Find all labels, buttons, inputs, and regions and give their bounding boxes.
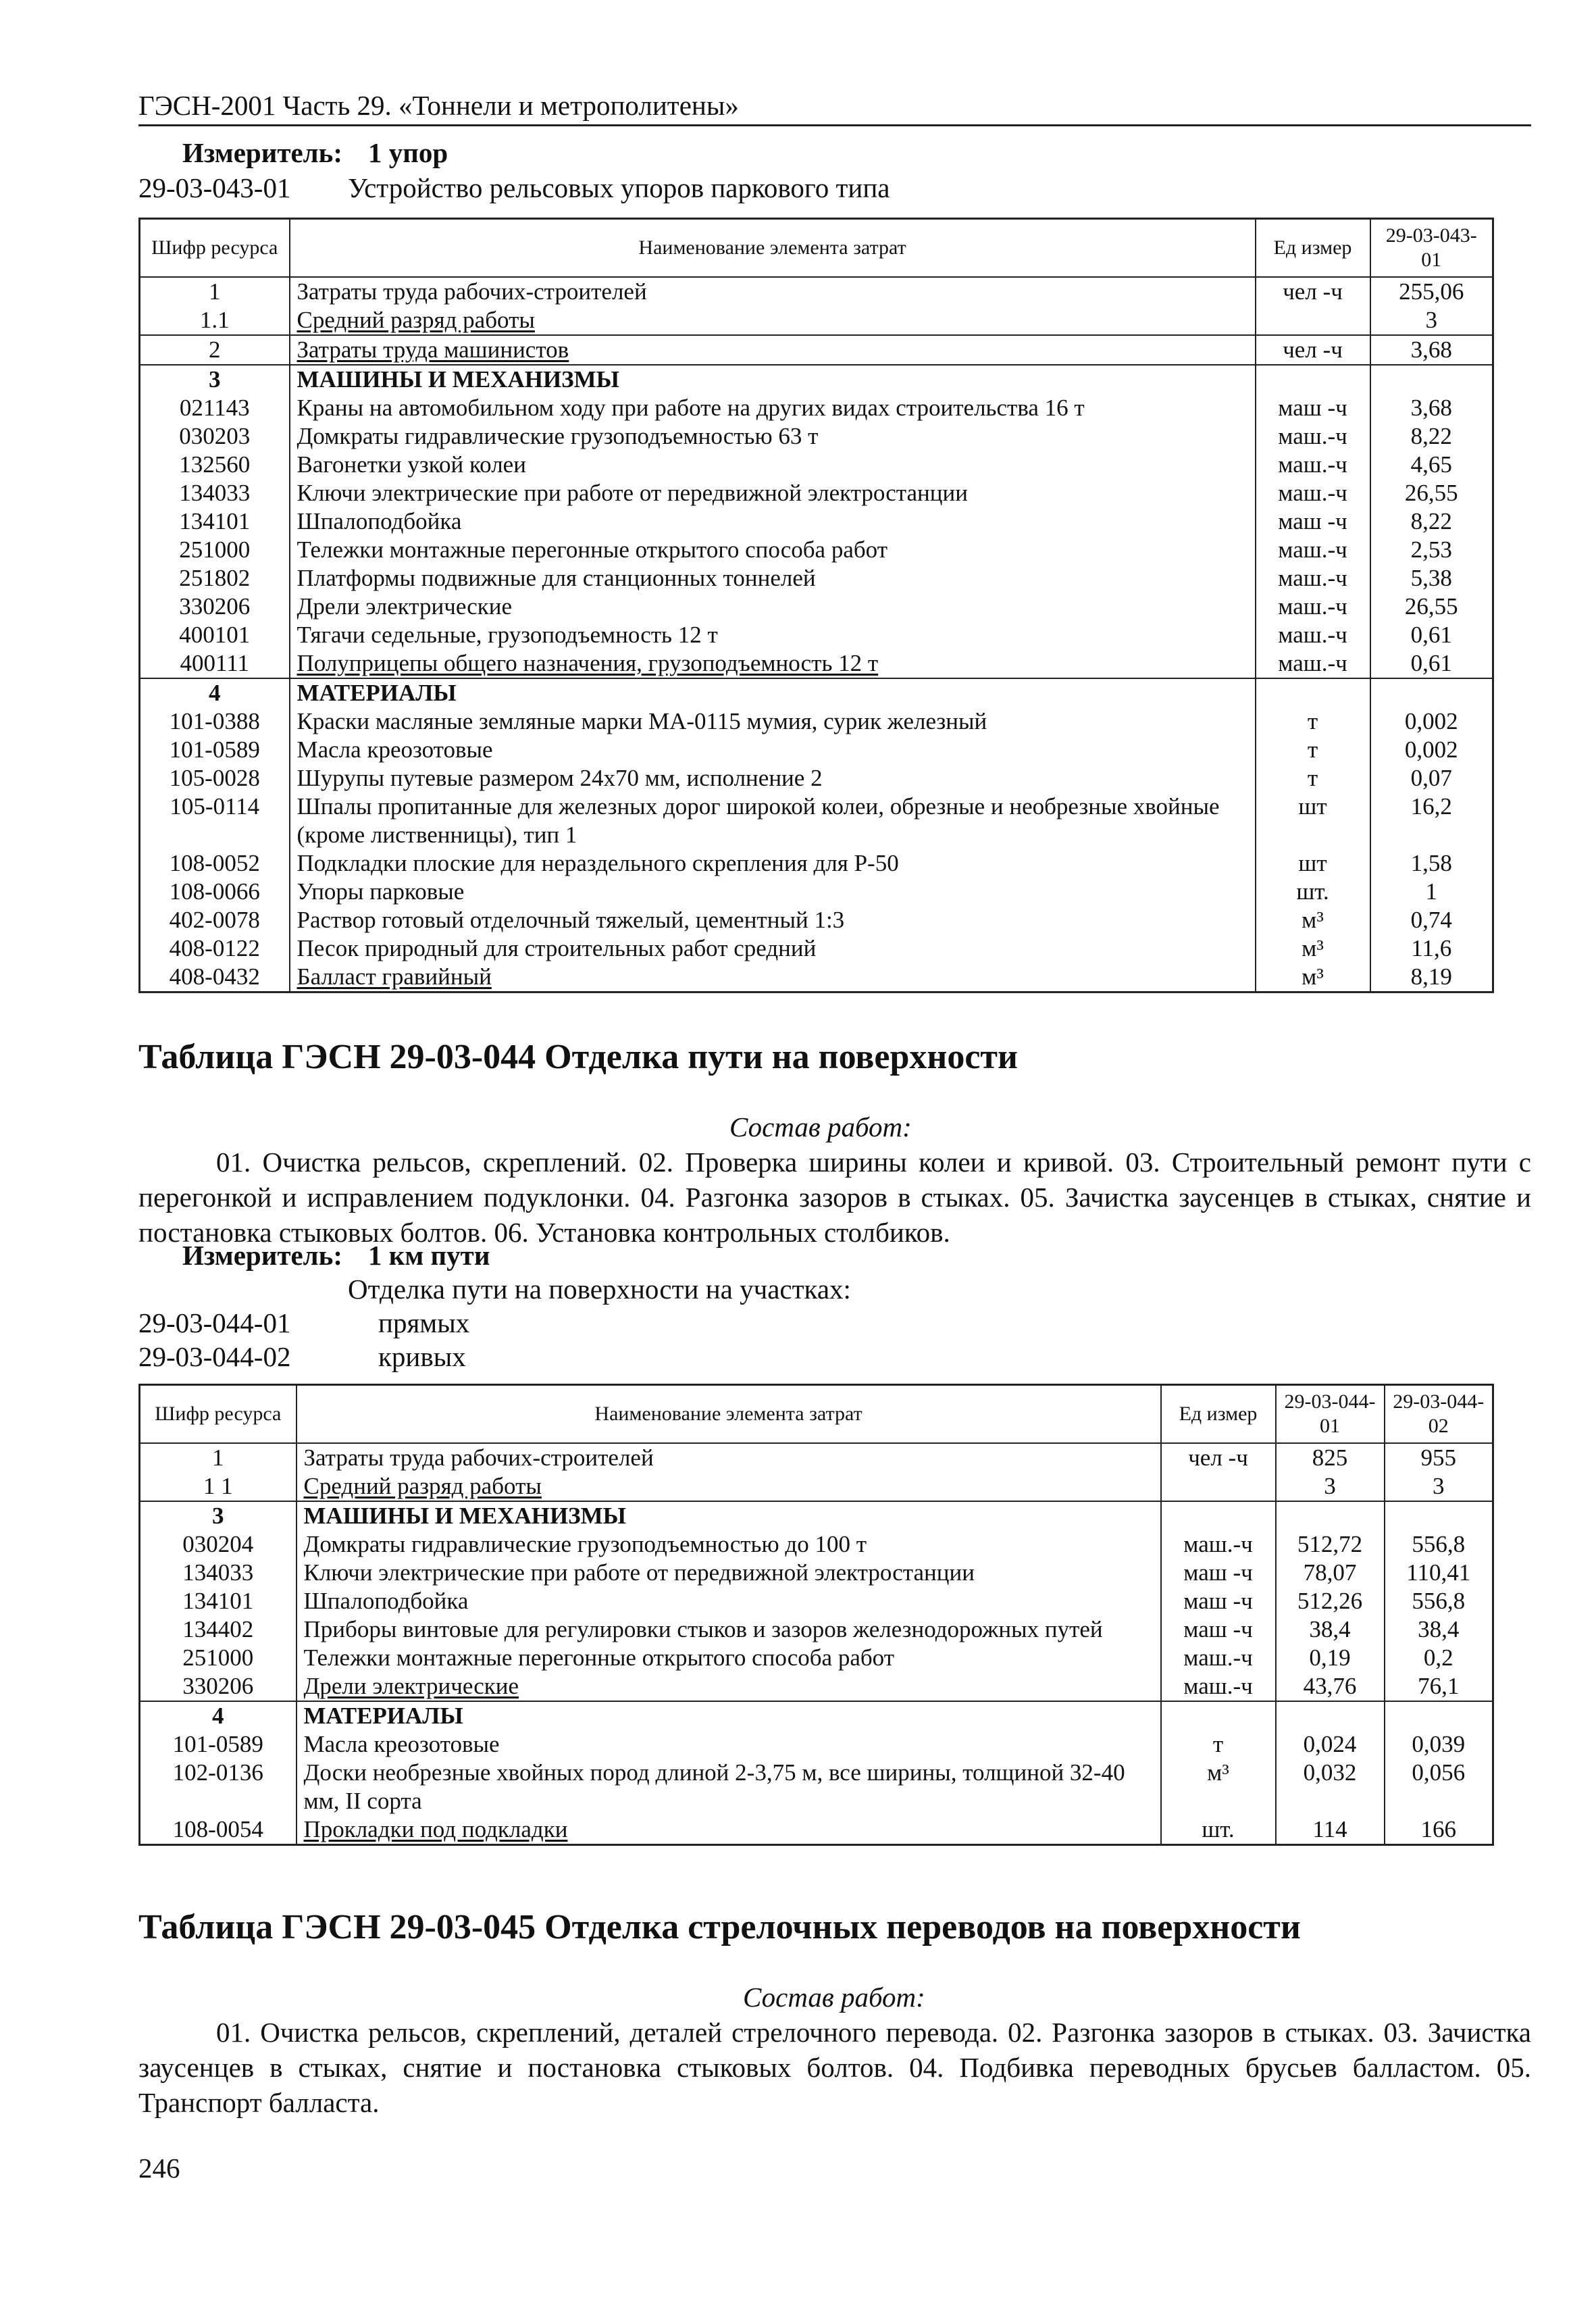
resource-code-cell: 3	[140, 1501, 297, 1530]
table-row	[140, 1644, 1493, 1672]
resource-code-cell: 1 1	[140, 1472, 297, 1501]
unit-cell: м³	[1256, 934, 1370, 963]
resource-name-cell: Домкраты гидравлические грузоподъемностью 63 т	[290, 422, 1256, 451]
resource-code-cell: 134033	[140, 1559, 297, 1587]
resource-name-cell: Дрели электрические	[290, 593, 1256, 621]
resource-name-cell: Краны на автомобильном ходу при работе на других видах строительства 16 т	[290, 394, 1256, 422]
column-header-name: Наименование элемента затрат	[297, 1385, 1161, 1444]
value-cell-1: 0,61	[1370, 649, 1493, 678]
table-row	[140, 451, 1493, 479]
value-cell-1: 3	[1370, 306, 1493, 335]
value-cell-1: 8,22	[1370, 507, 1493, 536]
value-cell-1: 3,68	[1370, 335, 1493, 365]
resource-code-cell: 134402	[140, 1615, 297, 1644]
resource-code-cell: 102-0136	[140, 1759, 297, 1815]
table-row	[140, 1672, 1493, 1701]
table-row	[140, 593, 1493, 621]
resource-code-cell: 105-0114	[140, 793, 290, 849]
norm-code-044-02: 29-03-044-02	[138, 1341, 291, 1372]
table-row	[140, 621, 1493, 649]
value-cell-1: 0,024	[1276, 1730, 1385, 1759]
unit-cell: маш -ч	[1256, 394, 1370, 422]
measure-value-044: 1 км пути	[368, 1240, 490, 1271]
unit-cell: чел -ч	[1256, 335, 1370, 365]
resource-code-cell: 408-0432	[140, 963, 290, 992]
value-cell-1: 3,68	[1370, 394, 1493, 422]
unit-cell: шт	[1256, 849, 1370, 878]
running-header: ГЭСН-2001 Часть 29. «Тоннели и метрополитены»	[138, 86, 1531, 126]
table-row	[140, 1443, 1493, 1472]
value-cell-2: 556,8	[1385, 1587, 1493, 1615]
resource-code-cell: 134033	[140, 479, 290, 507]
table-row	[140, 793, 1493, 849]
resource-code-cell: 330206	[140, 593, 290, 621]
unit-cell: м³	[1256, 906, 1370, 934]
resource-code-cell: 101-0388	[140, 707, 290, 736]
value-cell-2	[1385, 1701, 1493, 1730]
unit-cell: маш -ч	[1161, 1615, 1276, 1644]
resource-code-cell: 1	[140, 1443, 297, 1472]
resource-name-cell: Краски масляные земляные марки МА-0115 мумия, сурик железный	[290, 707, 1256, 736]
table-row	[140, 934, 1493, 963]
value-cell-1: 78,07	[1276, 1559, 1385, 1587]
works-text-045-content: 01. Очистка рельсов, скреплений, деталей стрелочного перевода. 02. Разгонка зазоров в стыках. 03. Зачистка заусенцев в стыках, снятие и постановка стыковых болтов. 04. Подбивка переводных брусьев балластом. 05. Транспорт балласта.	[138, 2017, 1531, 2118]
resource-code-cell: 134101	[140, 1587, 297, 1615]
value-cell-2: 556,8	[1385, 1530, 1493, 1559]
resource-code-cell: 1.1	[140, 306, 290, 335]
unit-cell: м³	[1256, 963, 1370, 992]
value-cell-1: 0,07	[1370, 764, 1493, 793]
value-cell-1: 8,19	[1370, 963, 1493, 992]
value-cell-1: 5,38	[1370, 564, 1493, 593]
column-header-code: Шифр ресурса	[140, 219, 290, 278]
resource-name-cell: Доски необрезные хвойных пород длиной 2-3,75 м, все ширины, толщиной 32-40 мм, II сорта	[297, 1759, 1161, 1815]
value-cell-1: 512,26	[1276, 1587, 1385, 1615]
resource-code-cell: 4	[140, 1701, 297, 1730]
resource-table-2	[138, 1384, 1494, 1846]
value-cell-1	[1370, 365, 1493, 394]
value-cell-2: 166	[1385, 1815, 1493, 1845]
resource-name-cell: Затраты труда рабочих-строителей	[290, 277, 1256, 306]
value-cell-1: 0,74	[1370, 906, 1493, 934]
unit-cell: маш.-ч	[1161, 1644, 1276, 1672]
resource-code-cell: 101-0589	[140, 1730, 297, 1759]
resource-code-cell: 030203	[140, 422, 290, 451]
value-cell-1: 825	[1276, 1443, 1385, 1472]
unit-cell: т	[1256, 764, 1370, 793]
resource-code-cell: 2	[140, 335, 290, 365]
resource-name-cell: Вагонетки узкой колеи	[290, 451, 1256, 479]
resource-name-cell: МАТЕРИАЛЫ	[290, 678, 1256, 707]
column-header-name: Наименование элемента затрат	[290, 219, 1256, 278]
resource-code-cell: 132560	[140, 451, 290, 479]
table-row	[140, 1587, 1493, 1615]
table-row	[140, 1759, 1493, 1815]
value-cell-1: 512,72	[1276, 1530, 1385, 1559]
value-cell-1	[1276, 1701, 1385, 1730]
section-heading-044: Таблица ГЭСН 29-03-044 Отделка пути на поверхности	[138, 1038, 1018, 1076]
resource-name-cell: Раствор готовый отделочный тяжелый, цементный 1:3	[290, 906, 1256, 934]
page-number: 246	[138, 2153, 180, 2184]
section-row	[140, 1501, 1493, 1530]
works-caption-045: Состав работ:	[743, 1982, 925, 2013]
unit-cell: маш.-ч	[1256, 451, 1370, 479]
table-row	[140, 878, 1493, 906]
unit-cell: маш.-ч	[1161, 1672, 1276, 1701]
resource-name-cell: Подкладки плоские для нераздельного скрепления для Р-50	[290, 849, 1256, 878]
value-cell-2: 110,41	[1385, 1559, 1493, 1587]
value-cell-1: 0,19	[1276, 1644, 1385, 1672]
column-header-code: Шифр ресурса	[140, 1385, 297, 1444]
table-header-row	[140, 219, 1493, 278]
resource-name-cell: МАШИНЫ И МЕХАНИЗМЫ	[290, 365, 1256, 394]
resource-name-cell: Ключи электрические при работе от передвижной электростанции	[297, 1559, 1161, 1587]
value-cell-1: 38,4	[1276, 1615, 1385, 1644]
works-text-045	[138, 2015, 1531, 2120]
value-cell-1: 11,6	[1370, 934, 1493, 963]
table-row	[140, 1472, 1493, 1501]
value-cell-1: 0,61	[1370, 621, 1493, 649]
unit-cell: маш.-ч	[1256, 479, 1370, 507]
table-row	[140, 564, 1493, 593]
unit-cell: маш.-ч	[1256, 564, 1370, 593]
unit-cell	[1256, 678, 1370, 707]
unit-cell: маш.-ч	[1161, 1530, 1276, 1559]
value-cell-2: 0,2	[1385, 1644, 1493, 1672]
table-row	[140, 306, 1493, 335]
norm-code: 29-03-043-01	[138, 172, 291, 203]
table-row	[140, 335, 1493, 365]
resource-name-cell: Ключи электрические при работе от передвижной электростанции	[290, 479, 1256, 507]
resource-code-cell: 400111	[140, 649, 290, 678]
measure-label: Измеритель:	[182, 137, 343, 168]
table-row	[140, 764, 1493, 793]
unit-cell: маш.-ч	[1256, 621, 1370, 649]
resource-name-cell: Прокладки под подкладки	[297, 1815, 1161, 1845]
resource-name-cell: Затраты труда рабочих-строителей	[297, 1443, 1161, 1472]
norm-description: Устройство рельсовых упоров паркового типа	[348, 172, 890, 203]
column-header-value-1: 29-03-043-01	[1370, 219, 1493, 278]
section-row	[140, 365, 1493, 394]
norm-label-044-01: прямых	[378, 1307, 470, 1338]
resource-name-cell: Тележки монтажные перегонные открытого способа работ	[290, 536, 1256, 564]
resource-code-cell: 3	[140, 365, 290, 394]
unit-cell: м³	[1161, 1759, 1276, 1815]
resource-code-cell: 105-0028	[140, 764, 290, 793]
norm-label-044-02: кривых	[378, 1341, 466, 1372]
resource-name-cell: Упоры парковые	[290, 878, 1256, 906]
table-row	[140, 649, 1493, 678]
table-row	[140, 1559, 1493, 1587]
section-heading-045: Таблица ГЭСН 29-03-045 Отделка стрелочных переводов на поверхности	[138, 1908, 1301, 1946]
table-row	[140, 736, 1493, 764]
resource-code-cell: 251000	[140, 536, 290, 564]
resource-name-cell: Средний разряд работы	[290, 306, 1256, 335]
resource-code-cell: 402-0078	[140, 906, 290, 934]
column-header-unit: Ед измер	[1256, 219, 1370, 278]
value-cell-1	[1370, 678, 1493, 707]
table-row	[140, 536, 1493, 564]
value-cell-2: 38,4	[1385, 1615, 1493, 1644]
value-cell-1	[1276, 1501, 1385, 1530]
unit-cell	[1161, 1701, 1276, 1730]
table-row	[140, 963, 1493, 992]
resource-code-cell: 251802	[140, 564, 290, 593]
resource-name-cell: Шпалы пропитанные для железных дорог широкой колеи, обрезные и необрезные хвойные (кроме лиственницы), тип 1	[290, 793, 1256, 849]
resource-name-cell: Средний разряд работы	[297, 1472, 1161, 1501]
unit-cell: маш.-ч	[1256, 649, 1370, 678]
table-row	[140, 849, 1493, 878]
resource-code-cell: 408-0122	[140, 934, 290, 963]
value-cell-1: 1,58	[1370, 849, 1493, 878]
unit-cell: маш -ч	[1161, 1559, 1276, 1587]
value-cell-1: 255,06	[1370, 277, 1493, 306]
resource-name-cell: МАШИНЫ И МЕХАНИЗМЫ	[297, 1501, 1161, 1530]
resource-name-cell: Платформы подвижные для станционных тоннелей	[290, 564, 1256, 593]
value-cell-1: 0,032	[1276, 1759, 1385, 1815]
resource-name-cell: Песок природный для строительных работ средний	[290, 934, 1256, 963]
unit-cell: шт	[1256, 793, 1370, 849]
table-header-row	[140, 1385, 1493, 1444]
value-cell-1: 43,76	[1276, 1672, 1385, 1701]
resource-code-cell: 330206	[140, 1672, 297, 1701]
table-row	[140, 277, 1493, 306]
resource-name-cell: Затраты труда машинистов	[290, 335, 1256, 365]
table-row	[140, 1530, 1493, 1559]
unit-cell: т	[1256, 707, 1370, 736]
table-row	[140, 507, 1493, 536]
works-intro-044: Отделка пути на поверхности на участках:	[348, 1274, 851, 1305]
value-cell-2	[1385, 1501, 1493, 1530]
resource-name-cell: Полуприцепы общего назначения, грузоподъемность 12 т	[290, 649, 1256, 678]
table-row	[140, 1730, 1493, 1759]
resource-code-cell: 021143	[140, 394, 290, 422]
value-cell-1: 4,65	[1370, 451, 1493, 479]
resource-name-cell: Балласт гравийный	[290, 963, 1256, 992]
value-cell-1: 16,2	[1370, 793, 1493, 849]
unit-cell: маш -ч	[1256, 507, 1370, 536]
value-cell-1: 2,53	[1370, 536, 1493, 564]
value-cell-1: 3	[1276, 1472, 1385, 1501]
resource-code-cell: 134101	[140, 507, 290, 536]
value-cell-1: 1	[1370, 878, 1493, 906]
resource-code-cell: 251000	[140, 1644, 297, 1672]
unit-cell: маш -ч	[1161, 1587, 1276, 1615]
resource-name-cell: Домкраты гидравлические грузоподъемностью до 100 т	[297, 1530, 1161, 1559]
value-cell-1: 26,55	[1370, 479, 1493, 507]
works-text-044-content: 01. Очистка рельсов, скреплений. 02. Проверка ширины колеи и кривой. 03. Строительный ремонт пути с перегонкой и исправлением подуклонки. 04. Разгонка зазоров в стыках. 05. Зачистка заусенцев в стыках, снятие и постановка стыковых болтов. 06. Установка контрольных столбиков.	[138, 1147, 1531, 1248]
unit-cell	[1256, 306, 1370, 335]
unit-cell: т	[1161, 1730, 1276, 1759]
section-row	[140, 1701, 1493, 1730]
table-row	[140, 707, 1493, 736]
unit-cell: т	[1256, 736, 1370, 764]
unit-cell	[1161, 1501, 1276, 1530]
unit-cell: чел -ч	[1256, 277, 1370, 306]
measure-label-044: Измеритель:	[182, 1240, 343, 1271]
resource-code-cell: 108-0054	[140, 1815, 297, 1845]
unit-cell: маш.-ч	[1256, 422, 1370, 451]
resource-name-cell: Шурупы путевые размером 24х70 мм, исполнение 2	[290, 764, 1256, 793]
table-row	[140, 1815, 1493, 1845]
value-cell-2: 0,056	[1385, 1759, 1493, 1815]
unit-cell	[1161, 1472, 1276, 1501]
resource-name-cell: МАТЕРИАЛЫ	[297, 1701, 1161, 1730]
resource-code-cell: 108-0052	[140, 849, 290, 878]
works-text-044	[138, 1145, 1531, 1250]
resource-name-cell: Дрели электрические	[297, 1672, 1161, 1701]
resource-code-cell: 101-0589	[140, 736, 290, 764]
column-header-unit: Ед измер	[1161, 1385, 1276, 1444]
table-row	[140, 906, 1493, 934]
column-header-value-1: 29-03-044-01	[1276, 1385, 1385, 1444]
value-cell-1: 8,22	[1370, 422, 1493, 451]
unit-cell	[1256, 365, 1370, 394]
value-cell-2: 0,039	[1385, 1730, 1493, 1759]
norm-code-044-01: 29-03-044-01	[138, 1307, 291, 1338]
table-row	[140, 1615, 1493, 1644]
table-row	[140, 479, 1493, 507]
table-row	[140, 394, 1493, 422]
unit-cell: шт.	[1256, 878, 1370, 906]
resource-name-cell: Масла креозотовые	[290, 736, 1256, 764]
unit-cell: шт.	[1161, 1815, 1276, 1845]
value-cell-1: 0,002	[1370, 736, 1493, 764]
table-row	[140, 422, 1493, 451]
resource-name-cell: Масла креозотовые	[297, 1730, 1161, 1759]
value-cell-1: 114	[1276, 1815, 1385, 1845]
unit-cell: маш.-ч	[1256, 593, 1370, 621]
resource-code-cell: 108-0066	[140, 878, 290, 906]
measure-value: 1 упор	[368, 137, 448, 168]
resource-name-cell: Шпалоподбойка	[290, 507, 1256, 536]
resource-name-cell: Тягачи седельные, грузоподъемность 12 т	[290, 621, 1256, 649]
resource-table-1	[138, 218, 1494, 993]
unit-cell: маш.-ч	[1256, 536, 1370, 564]
resource-code-cell: 030204	[140, 1530, 297, 1559]
value-cell-2: 76,1	[1385, 1672, 1493, 1701]
resource-code-cell: 400101	[140, 621, 290, 649]
resource-code-cell: 4	[140, 678, 290, 707]
value-cell-1: 0,002	[1370, 707, 1493, 736]
works-caption-044: Состав работ:	[729, 1111, 912, 1142]
column-header-value-2: 29-03-044-02	[1385, 1385, 1493, 1444]
value-cell-2: 3	[1385, 1472, 1493, 1501]
resource-code-cell: 1	[140, 277, 290, 306]
value-cell-2: 955	[1385, 1443, 1493, 1472]
section-row	[140, 678, 1493, 707]
resource-name-cell: Тележки монтажные перегонные открытого способа работ	[297, 1644, 1161, 1672]
resource-name-cell: Шпалоподбойка	[297, 1587, 1161, 1615]
unit-cell: чел -ч	[1161, 1443, 1276, 1472]
value-cell-1: 26,55	[1370, 593, 1493, 621]
resource-name-cell: Приборы винтовые для регулировки стыков и зазоров железнодорожных путей	[297, 1615, 1161, 1644]
